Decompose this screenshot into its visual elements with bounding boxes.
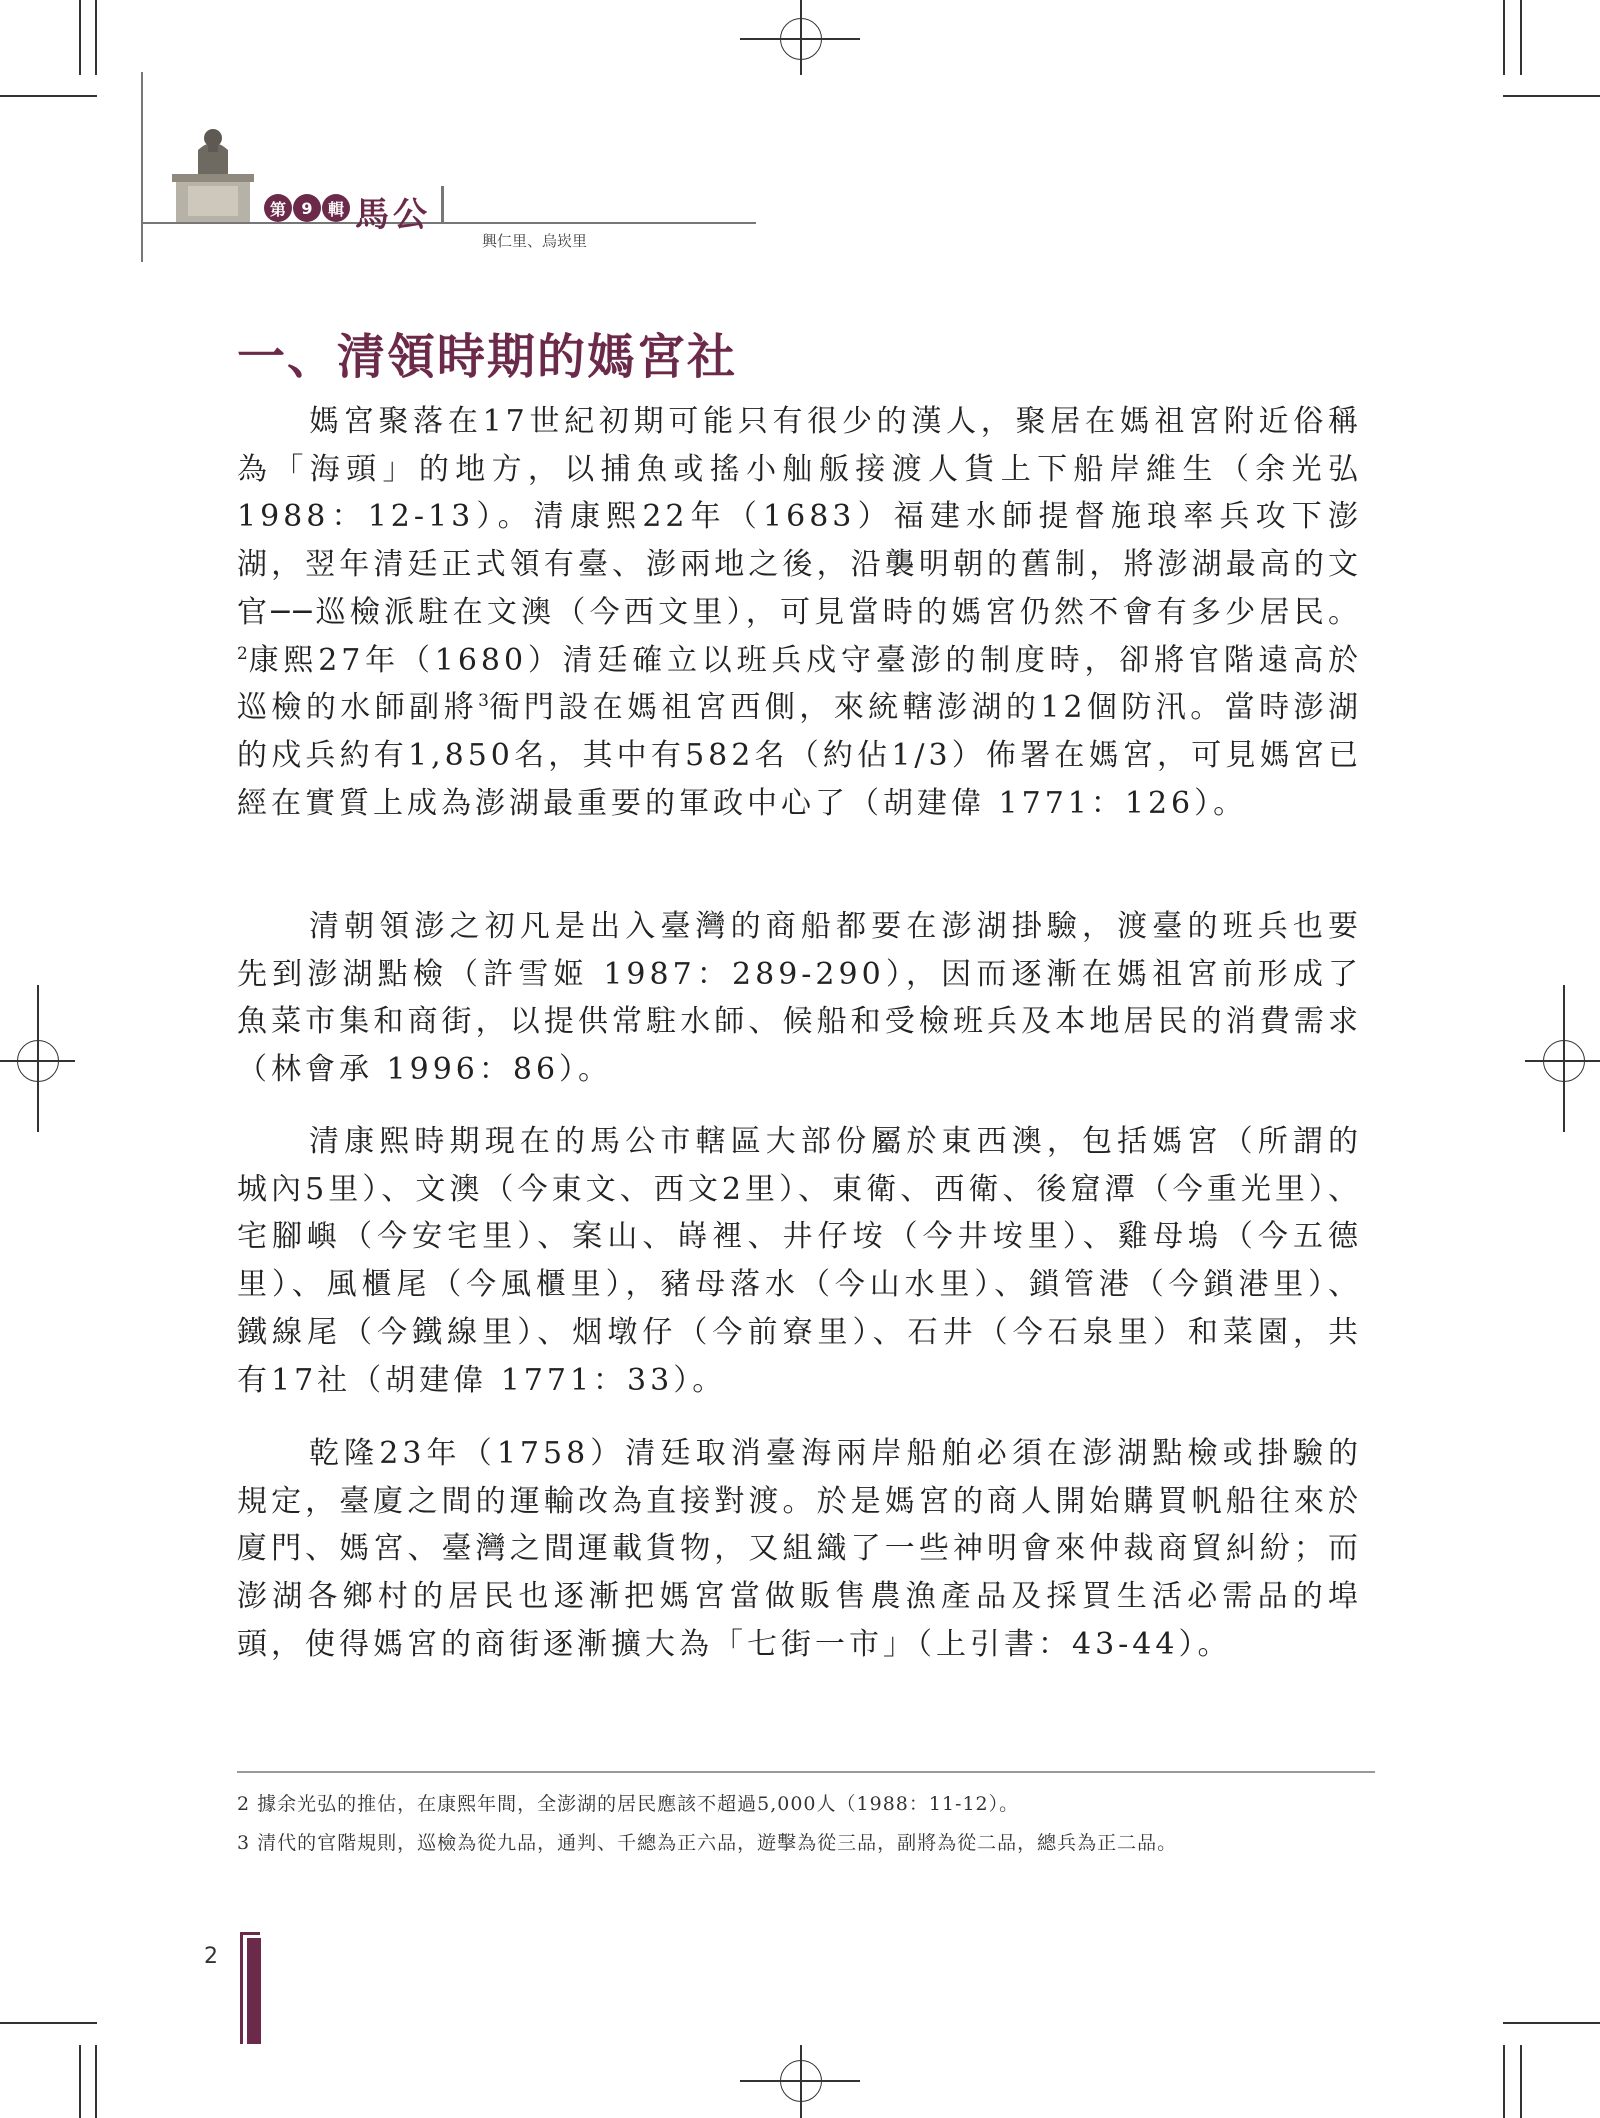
paragraph-1 <box>237 398 1362 827</box>
paragraph-1-text-b: 康熙27年（1680）清廷確立以班兵戍守臺澎的制度時，卻將官階遠高於巡檢的水師副將 <box>237 642 1362 726</box>
header-rule-horizontal <box>141 222 756 224</box>
badge-number: 9 <box>293 194 321 222</box>
header-subtitle: 興仁里、烏崁里 <box>482 232 588 250</box>
badge-prefix: 第 <box>264 194 292 222</box>
paragraph-3: 清康熙時期現在的馬公市轄區大部份屬於東西澳，包括媽宮（所謂的城內5里）、文澳（今東文、西文2里）、東衛、西衛、後窟潭（今重光里）、宅腳嶼（今安宅里）、案山、嵵裡、井仔垵（今井垵里）、雞母塢（今五德里）、風櫃尾（今風櫃里），豬母落水（今山水里）、鎖管港（今鎖港里）、鐵線尾（今鐵線里）、烟墩仔（今前寮里）、石井（今石泉里）和菜園，共有17社（胡建偉 1771：33）。 <box>237 1124 1362 1398</box>
footnote-3: 3 清代的官階規則，巡檢為從九品，通判、千總為正六品，遊擊為從三品，副將為從二品，總兵為正二品。 <box>237 1832 1178 1854</box>
footnote-ref-3: 3 <box>478 691 489 712</box>
paragraph-4: 乾隆23年（1758）清廷取消臺海兩岸船舶必須在澎湖點檢或掛驗的規定，臺廈之間的運輸改為直接對渡。於是媽宮的商人開始購買帆船往來於廈門、媽宮、臺灣之間運載貨物，又組織了一些神明會來仲裁商貿糾紛；而澎湖各鄉村的居民也逐漸把媽宮當做販售農漁產品及採買生活必需品的埠頭，使得媽宮的商街逐漸擴大為「七街一市」（上引書：43-44）。 <box>237 1436 1362 1662</box>
paragraph-2: 清朝領澎之初凡是出入臺灣的商船都要在澎湖掛驗，渡臺的班兵也要先到澎湖點檢（許雪姬 1987：289-290），因而逐漸在媽祖宮前形成了魚菜市集和商街，以提供常駐水師、候船和受檢班兵及本地居民的消費需求（林會承 1996：86）。 <box>237 909 1362 1088</box>
series-title: 馬公 <box>355 195 431 235</box>
page-number: 2 <box>204 1944 218 1969</box>
footnote-rule <box>237 1771 1375 1773</box>
footnote-ref-2: 2 <box>237 643 248 664</box>
section-title: 一、清領時期的媽宮社 <box>237 329 738 385</box>
series-title-divider <box>441 186 444 224</box>
header-rule-vertical <box>141 72 143 262</box>
badge-suffix: 輯 <box>322 194 350 222</box>
paragraph-1-text-c: 衙門設在媽祖宮西側，來統轄澎湖的12個防汛。當時澎湖的戍兵約有1,850名，其中有582名（約佔1/3）佈署在媽宮，可見媽宮已經在實質上成為澎湖最重要的軍政中心了（胡建偉 1771：126）。 <box>237 690 1362 821</box>
paragraph-1-text-a: 媽宮聚落在17世紀初期可能只有很少的漢人，聚居在媽祖宮附近俗稱為「海頭」的地方，以捕魚或搖小舢舨接渡人貨上下船岸維生（余光弘 1988：12-13）。清康熙22年（1683）福建水師提督施琅率兵攻下澎湖，翌年清廷正式領有臺、澎兩地之後，沿襲明朝的舊制，將澎湖最高的文官──巡檢派駐在文澳（今西文里），可見當時的媽宮仍然不會有多少居民。 <box>237 404 1362 630</box>
footnote-2: 2 據余光弘的推估，在康熙年間，全澎湖的居民應該不超過5,000人（1988：11-12）。 <box>237 1793 1020 1815</box>
statue-image <box>158 110 268 222</box>
